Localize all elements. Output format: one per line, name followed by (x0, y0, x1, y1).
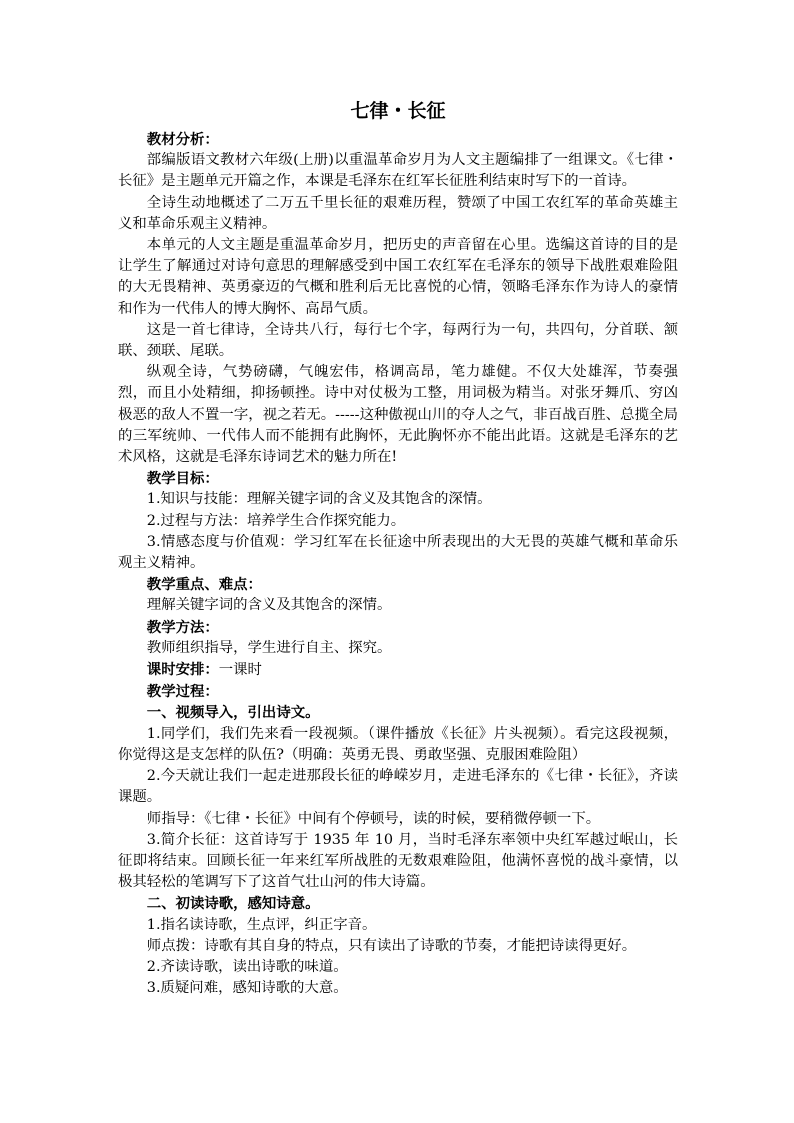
section-heading-2: 二、初读诗歌，感知诗意。 (146, 895, 320, 913)
goal-item: 3.情感态度与价值观：学习红军在长征途中所表现出的大无畏的英雄气概和革命乐观主义精神。 (118, 533, 678, 572)
paragraph: 1.同学们，我们先来看一段视频。（课件播放《长征》片头视频）。看完这段视频，你觉得这是支怎样的队伍?（明确：英勇无畏、勇敢坚强、克服困难险阻） (118, 725, 678, 763)
paragraph: 2.今天就让我们一起走进那段长征的峥嵘岁月，走进毛泽东的《七律・长征》，齐读课题。 (118, 768, 678, 806)
document-page (118, 98, 678, 999)
paragraph: 2.齐读诗歌，读出诗歌的味道。 (146, 958, 348, 975)
paragraph: 全诗生动地概述了二万五千里长征的艰难历程，赞颂了中国工农红军的革命英雄主义和革命乐观主义精神。 (118, 194, 678, 232)
paragraph: 理解关键字词的含义及其饱含的深情。 (146, 597, 392, 614)
paragraph: 本单元的人文主题是重温革命岁月，把历史的声音留在心里。选编这首诗的目的是让学生了解通过对诗句意思的理解感受到中国工农红军在毛泽东的领导下战胜艰难险阻的大无畏精神、英勇豪迈的气概和胜利后无比喜悦的心情，领略毛泽东作为诗人的豪情和作为一代伟人的博大胸怀、高昂气质。 (118, 237, 678, 317)
paragraph: 3.简介长征：这首诗写于 1935 年 10 月，当时毛泽东率领中央红军越过岷山，长征即将结束。回顾长征一年来红军所战胜的无数艰难险阻，他满怀喜悦的战斗豪情，以极其轻松的笔调写下了这首气壮山河的伟大诗篇。 (118, 831, 678, 891)
paragraph: 教师组织指导，学生进行自主、探究。 (146, 639, 392, 656)
section-heading-1: 一、视频导入，引出诗文。 (146, 704, 320, 722)
paragraph: 师指导：《七律・长征》中间有个停顿号，读的时候，要稍微停顿一下。 (146, 810, 601, 827)
paragraph: 1.指名读诗歌，生点评，纠正字音。 (146, 916, 377, 933)
class-schedule-label: 课时安排： (146, 661, 219, 679)
heading-teaching-goals: 教学目标： (146, 470, 219, 488)
paragraph: 这是一首七律诗，全诗共八行，每行七个字，每两行为一句，共四句，分首联、颔联、颈联、尾联。 (118, 321, 678, 360)
paragraph: 师点拨：诗歌有其自身的特点，只有读出了诗歌的节奏，才能把诗读得更好。 (146, 937, 637, 954)
class-schedule (118, 659, 678, 681)
heading-teaching-methods: 教学方法： (146, 618, 219, 636)
document-title: 七律・长征 (350, 100, 446, 122)
heading-teaching-process: 教学过程： (146, 683, 219, 701)
heading-textbook-analysis: 教材分析： (146, 131, 219, 148)
goal-item: 1.知识与技能：理解关键字词的含义及其饱含的深情。 (146, 491, 492, 508)
class-schedule-value: 一课时 (218, 662, 262, 679)
paragraph: 纵观全诗，气势磅礴，气魄宏伟，格调高昂，笔力雄健。不仅大处雄浑，节奏强烈，而且小处精细，抑扬顿挫。诗中对仗极为工整，用词极为精当。对张牙舞爪、穷凶极恶的敌人不置一字，视之若无。-----这种傲视山川的夺人之气，非百战百胜、总揽全局的三军统帅、一代伟人而不能拥有此胸怀，无此胸怀亦不能出此语。这就是毛泽东的艺术风格，这就是毛泽东诗词艺术的魅力所在! (118, 364, 678, 466)
paragraph: 3.质疑问难，感知诗歌的大意。 (146, 980, 348, 997)
heading-key-points: 教学重点、难点： (146, 576, 262, 594)
paragraph: 部编版语文教材六年级(上册)以重温革命岁月为人文主题编排了一组课文。《七律・长征》是主题单元开篇之作，本课是毛泽东在红军长征胜利结束时写下的一首诗。 (118, 152, 678, 190)
goal-item: 2.过程与方法：培养学生合作探究能力。 (146, 512, 406, 529)
